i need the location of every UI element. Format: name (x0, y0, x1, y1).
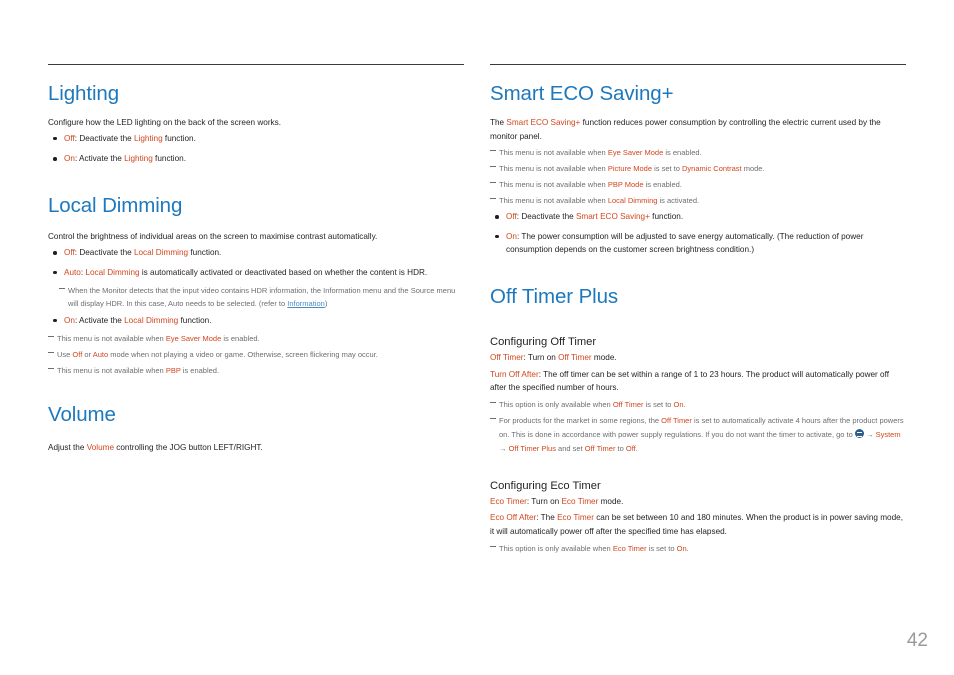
section-rule (48, 64, 464, 65)
smart-eco-heading: Smart ECO Saving+ (490, 82, 674, 105)
smart-eco-note-1: This menu is not available when Eye Saver Mode is enabled. (490, 146, 906, 159)
configuring-off-timer-subheading: Configuring Off Timer (490, 335, 597, 348)
lighting-intro: Configure how the LED lighting on the back of the screen works. (48, 118, 282, 127)
local-dimming-note-3: This menu is not available when PBP is enabled. (48, 364, 464, 377)
off-timer-line: Off Timer: Turn on Off Timer mode. (490, 352, 617, 362)
left-column (48, 64, 464, 455)
lighting-on-item: On: Activate the Lighting function. (48, 152, 464, 166)
local-dimming-note-2: Use Off or Auto mode when not playing a video or game. Otherwise, screen flickering may occur. (48, 348, 464, 361)
eco-off-after-line: Eco Off After: The Eco Timer can be set between 10 and 180 minutes. When the product is in power saving mode, it will automatically power off after the specified time has elapsed. (490, 513, 903, 536)
lighting-heading: Lighting (48, 82, 120, 105)
local-dimming-on-item: On: Activate the Local Dimming function. (48, 314, 464, 328)
smart-eco-note-4: This menu is not available when Local Dimming is activated. (490, 194, 906, 207)
turn-off-after-line: Turn Off After: The off timer can be set within a range of 1 to 23 hours. The product will automatically power off after the specified number of hours. (490, 369, 889, 393)
lighting-off-item: Off: Deactivate the Lighting function. (48, 132, 464, 146)
local-dimming-intro: Control the brightness of individual areas on the screen to maximise contrast automatically. (48, 231, 378, 241)
eco-timer-note: This option is only available when Eco Timer is set to On. (490, 542, 906, 555)
smart-eco-intro: The Smart ECO Saving+ function reduces power consumption by controlling the electric current used by the monitor panel. (490, 118, 881, 141)
off-timer-note-1: This option is only available when Off Timer is set to On. (490, 398, 906, 411)
right-column (490, 64, 906, 555)
off-timer-note-2: For products for the market in some regions, the Off Timer is set to automatically activate 4 hours after the product powers on. This is done in accordance with power supply regulations. If you do not want the timer to activate, go to → System → Off Timer Plus and set Off Timer to Off. (490, 414, 906, 456)
volume-heading: Volume (48, 403, 116, 427)
volume-intro: Adjust the Volume controlling the JOG button LEFT/RIGHT. (48, 443, 263, 453)
local-dimming-auto-note: When the Monitor detects that the input video contains HDR information, the Information menu and the Source menu will display HDR. In this case, Auto needs to be selected. (refer to Information) (59, 284, 464, 310)
smart-eco-on-item: On: The power consumption will be adjusted to save energy automatically. (The reduction of power consumption depends on the customer screen brightness condition.) (490, 230, 906, 257)
local-dimming-heading: Local Dimming (48, 193, 183, 217)
section-rule (490, 64, 906, 65)
eco-timer-line: Eco Timer: Turn on Eco Timer mode. (490, 496, 624, 506)
smart-eco-note-2: This menu is not available when Picture Mode is set to Dynamic Contrast mode. (490, 162, 906, 175)
configuring-eco-timer-subheading: Configuring Eco Timer (490, 479, 601, 492)
page-number: 42 (906, 630, 928, 651)
local-dimming-note-1: This menu is not available when Eye Saver Mode is enabled. (48, 332, 464, 345)
smart-eco-note-3: This menu is not available when PBP Mode is enabled. (490, 178, 906, 191)
local-dimming-off-item: Off: Deactivate the Local Dimming function. (48, 246, 464, 260)
off-timer-heading: Off Timer Plus (490, 284, 619, 308)
menu-icon (855, 429, 864, 438)
local-dimming-auto-item: Auto: Local Dimming is automatically activated or deactivated based on whether the content is HDR. (48, 266, 464, 280)
smart-eco-off-item: Off: Deactivate the Smart ECO Saving+ function. (490, 210, 906, 224)
information-link[interactable]: Information (287, 298, 325, 308)
